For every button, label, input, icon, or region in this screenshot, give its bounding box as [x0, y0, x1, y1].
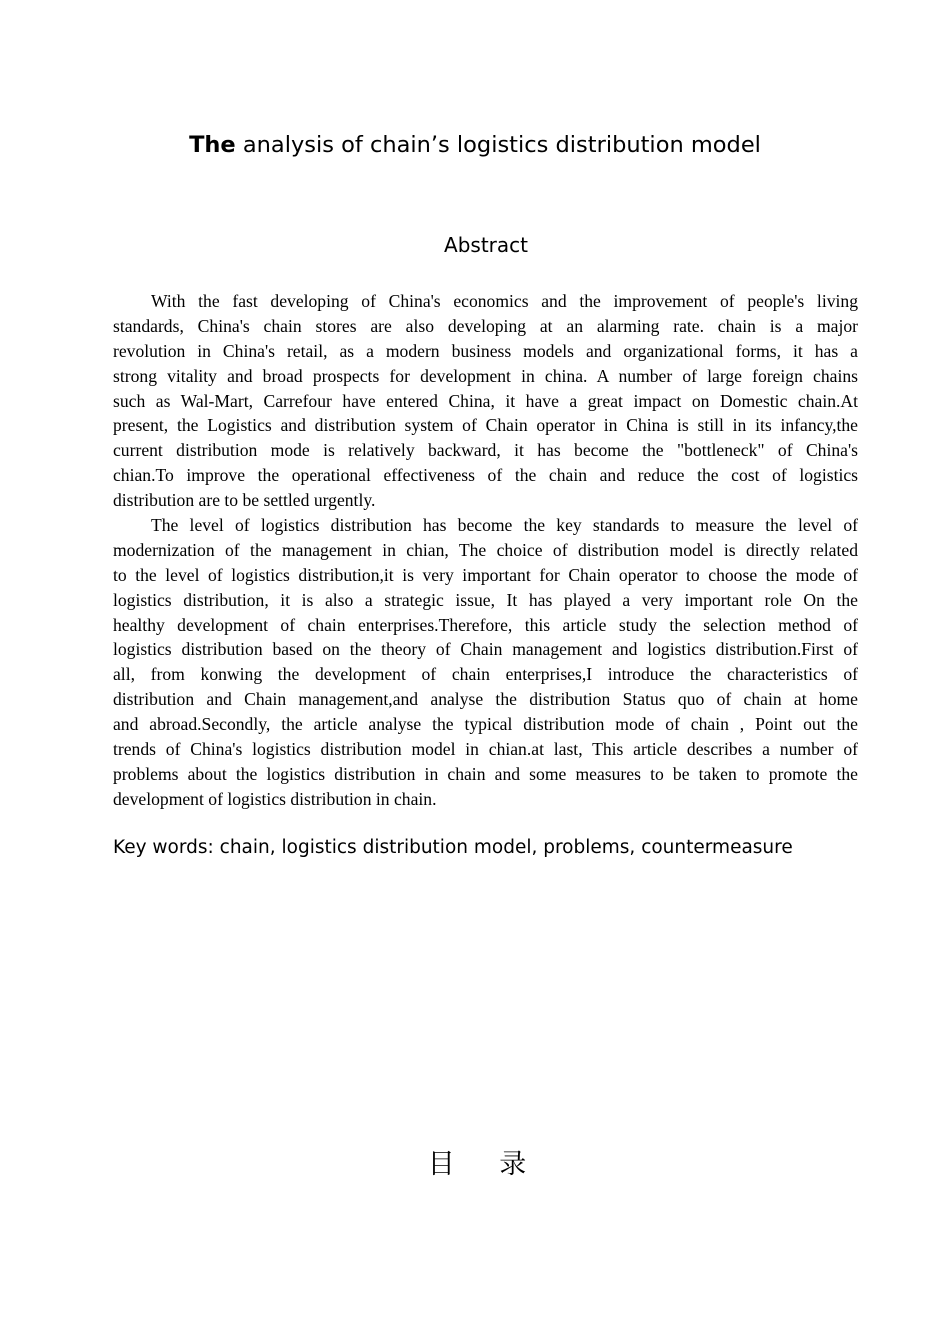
paragraph-line: trends of China's logistics distribution model in chian.at last, This article describes a number of	[113, 739, 858, 760]
abstract-paragraph	[113, 513, 858, 812]
paragraph-line: revolution in China's retail, as a modern business models and organizational forms, it has a	[113, 340, 858, 361]
paragraph-line: current distribution mode is relatively backward, it has become the "bottleneck" of China's	[113, 440, 858, 461]
abstract-heading: Abstract	[444, 233, 528, 257]
abstract-paragraph	[113, 289, 858, 513]
paragraph-line: The level of logistics distribution has become the key standards to measure the level of	[151, 515, 858, 536]
paragraph-line: distribution and Chain management,and analyse the distribution Status quo of chain at home	[113, 689, 858, 710]
paragraph-line: and abroad.Secondly, the article analyse the typical distribution mode of chain , Point out the	[113, 714, 858, 735]
paragraph-line: strong vitality and broad prospects for development in china. A number of large foreign chains	[113, 365, 858, 386]
paragraph-line: to the level of logistics distribution,it is very important for Chain operator to choose the mode of	[113, 564, 858, 585]
paragraph-line: standards, China's chain stores are also developing at an alarming rate. chain is a major	[113, 315, 858, 336]
paragraph-line: With the fast developing of China's economics and the improvement of people's living	[151, 291, 858, 311]
paragraph-line: chian.To improve the operational effectiveness of the chain and reduce the cost of logistics	[113, 465, 858, 486]
paragraph-line: all, from konwing the development of chain enterprises,I introduce the characteristics of	[113, 664, 858, 685]
paragraph-line: distribution are to be settled urgently.	[113, 490, 376, 511]
paragraph-line: problems about the logistics distribution in chain and some measures to be taken to promote the	[113, 763, 858, 784]
paragraph-line: development of logistics distribution in chain.	[113, 788, 437, 809]
keywords: Key words: chain, logistics distribution model, problems, countermeasure	[113, 837, 793, 858]
paragraph-line: present, the Logistics and distribution system of Chain operator in China is still in its infancy,the	[113, 415, 858, 436]
paragraph-line: healthy development of chain enterprises.Therefore, this article study the selection method of	[113, 614, 858, 635]
paragraph-line: logistics distribution, it is also a strategic issue, It has played a very important role On the	[113, 589, 858, 610]
paragraph-line: logistics distribution based on the theory of Chain management and logistics distribution.First of	[113, 639, 858, 660]
table-of-contents-heading: 目 录	[427, 1149, 545, 1180]
paragraph-line: modernization of the management in chian, The choice of distribution model is directly related	[113, 539, 858, 560]
document-title	[0, 132, 950, 158]
title-bold-word: The	[189, 132, 236, 158]
abstract-body	[113, 289, 858, 812]
paragraph-line: such as Wal-Mart, Carrefour have entered China, it have a great impact on Domestic chain.At	[113, 390, 858, 411]
title-rest: analysis of chain’s logistics distribution model	[235, 132, 761, 158]
